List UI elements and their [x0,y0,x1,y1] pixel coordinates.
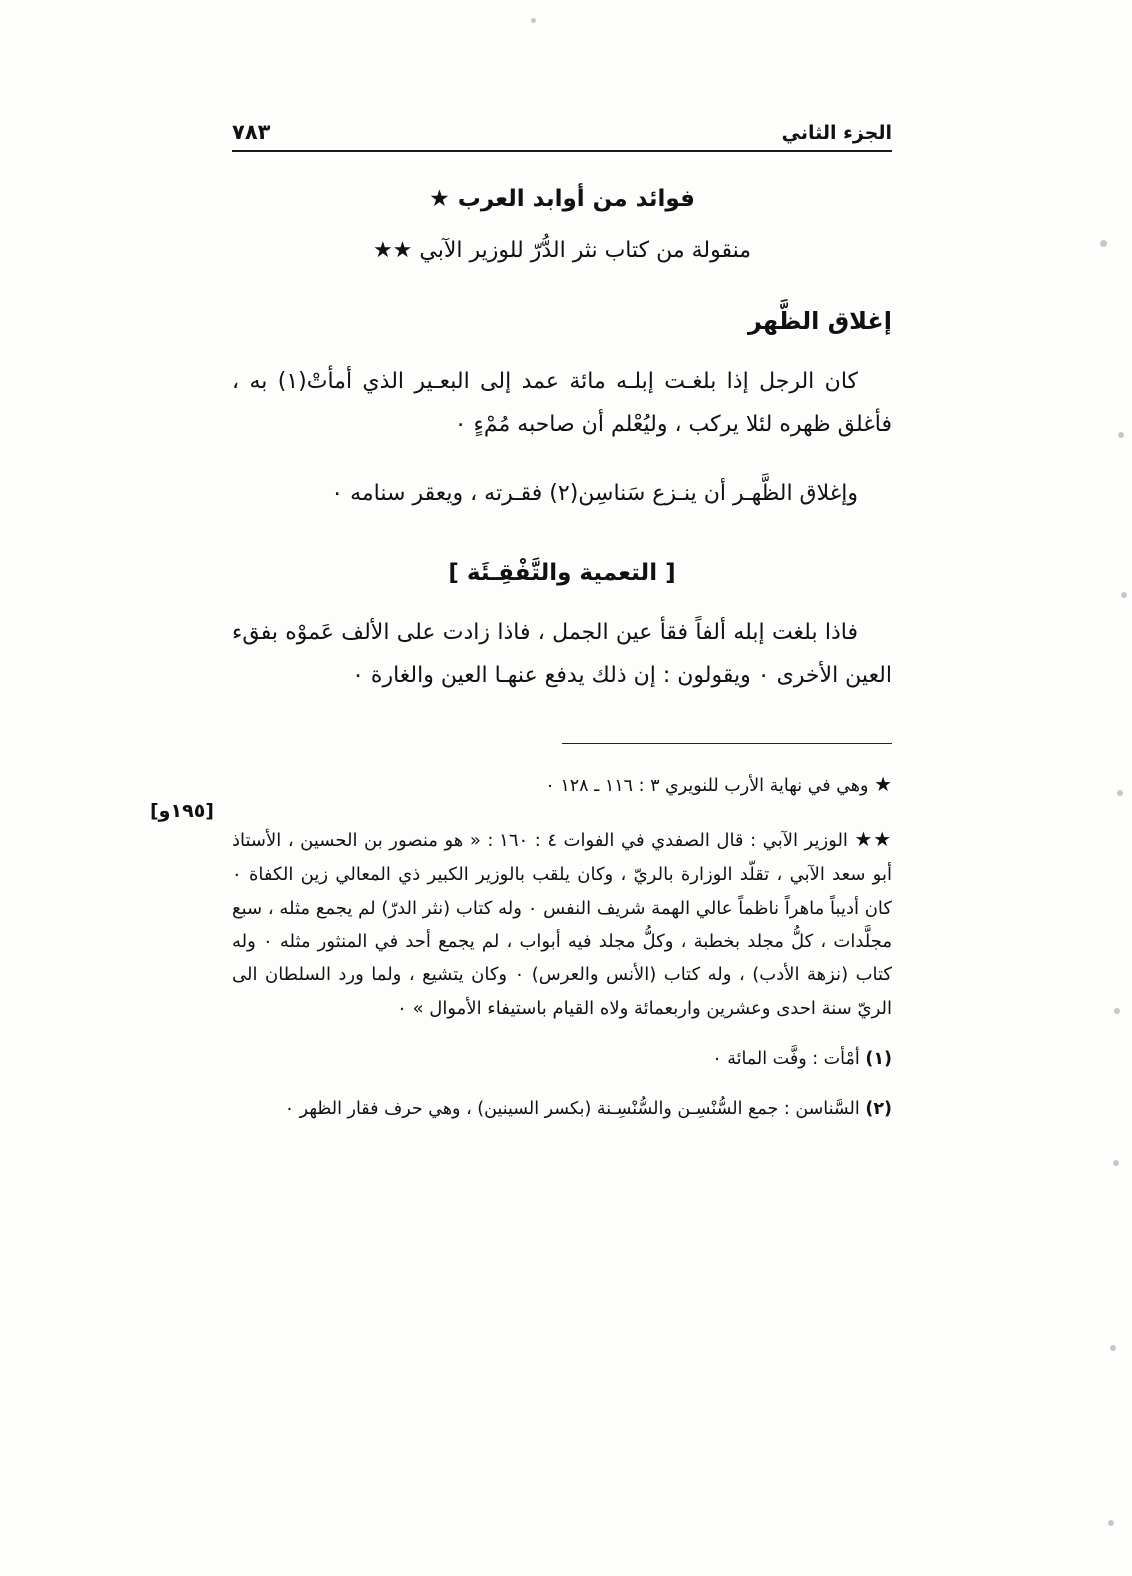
scan-speckle [1110,1345,1116,1351]
scan-speckle [1108,1520,1114,1526]
scan-speckle [1118,432,1124,438]
header-rule [232,150,892,152]
footnote-double-star [232,821,892,1024]
scan-speckle [1117,790,1123,796]
footnote-text: أمْأت : وفَّت المائة ٠ [712,1048,860,1069]
footnote-marker: (٢) [865,1099,892,1120]
section-2-paragraph-1: فاذا بلغت إبله ألفاً فقأ عين الجمل ، فاذا زادت على الألف عَموْه بفقء العين الأخرى ٠ ويقولون : إن ذلك يدفع عنهـا العين والغارة ٠ [232,619,892,688]
page-header [232,120,892,150]
footnote-separator [562,743,892,744]
scan-speckle [1113,1160,1119,1166]
scan-speckle [1114,1008,1120,1014]
page-content [232,120,892,1144]
section-heading-1: إغلاق الظَّهر [747,307,892,335]
section-heading-2: [ التعمية والتَّفْقِـئَة ] [448,559,676,586]
footnote-2 [232,1093,892,1125]
folio-marker: [١٩٥و] [150,800,214,822]
page-number: ٧٨٣ [232,120,271,144]
footnote-text: وهي في نهاية الأرب للنويري ٣ : ١١٦ ـ ١٢٨ ٠ [545,776,869,797]
footnote-marker: ★★ [854,827,892,852]
footnote-text: السَّناسن : جمع السُّنْسِـن والسُّنْسِـنة (بكسر السينين) ، وهي حرف فقار الظهر ٠ [284,1099,860,1120]
footnote-text: الوزير الآبي : قال الصفدي في الفوات ٤ : ١٦٠ : « هو منصور بن الحسين ، الأستاذ أبو سعد الآبي ، تقلّد الوزارة بالريّ ، وكان يلقب بالوزير الكبير ذي المعالي زين الكفاة ٠ كان أديباً ماهراً ناظماً عالي الهمة شريف النفس ٠ وله كتاب (نثر الدرّ) لم يجمع مثله ، سبع مجلَّدات ، كلُّ مجلد بخطبة ، وكلُّ مجلد فيه أبواب ، لم يجمع أحد في المنثور مثله ٠ وله كتاب (نزهة الأدب) ، وله كتاب (الأنس والعرس) ٠ وكان يتشيع ، ولما ورد السلطان الى الريّ سنة احدى وعشرين واربعمائة ولاه القيام باستيفاء الأموال » ٠ [232,830,893,1019]
article-title: فوائد من أوابد العرب ★ [429,186,695,212]
footnote-star [232,766,892,803]
part-title: الجزء الثاني [781,122,892,144]
scan-speckle [1121,592,1127,598]
footnote-marker: (١) [865,1048,892,1069]
section-1-paragraph-1: كان الرجل إذا بلغـت إبلـه مائة عمد إلى البعـير الذي أمأتْ(١) به ، فأغلق ظهره لئلا يركب ، وليُعْلم أن صاحبه مُمْءٍ ٠ [232,369,892,437]
footnote-marker: ★ [874,772,892,797]
footnote-1 [232,1043,892,1075]
scan-speckle [1100,240,1107,247]
section-1-paragraph-2: وإغلاق الظَّهـر أن ينـزع سَناسِن(٢) فقـرته ، ويعقر سنامه ٠ [331,480,858,506]
scan-speckle [531,18,536,23]
article-subtitle: منقولة من كتاب نثر الدُّرّ للوزير الآبي ★★ [372,238,752,263]
